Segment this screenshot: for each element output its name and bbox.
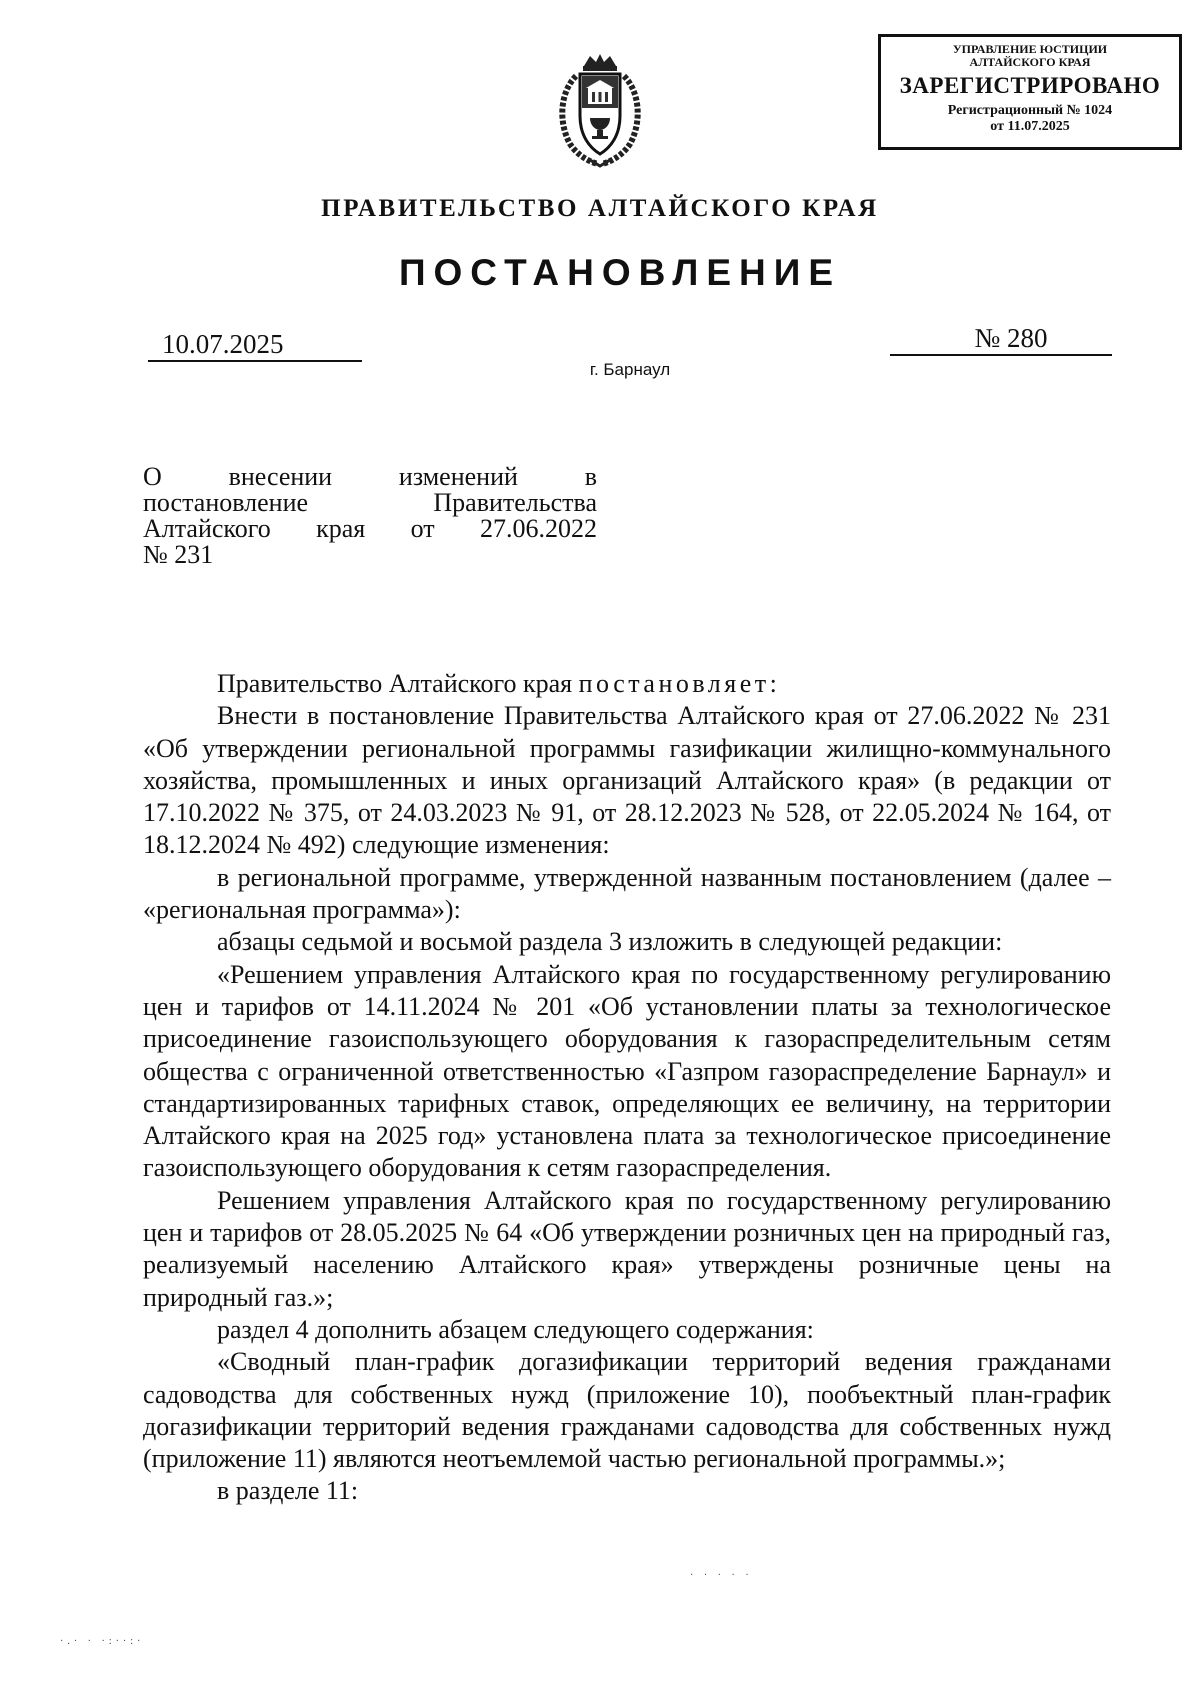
stamp-registered: ЗАРЕГИСТРИРОВАНО (899, 73, 1161, 99)
subject-line-4 (143, 542, 597, 568)
coat-of-arms-icon (554, 52, 646, 170)
subject-word: в (584, 462, 597, 491)
subject-line-1 (143, 464, 597, 490)
body-paragraph-3: в региональной программе, утвержденной названным постановлением (далее – «региональная программа»): (143, 862, 1111, 925)
subject-word: О (143, 462, 162, 491)
subject-word: края (316, 514, 366, 543)
stamp-org (881, 43, 1179, 69)
subject-word: Правительства (433, 488, 597, 517)
subject-word: от (410, 514, 435, 543)
stamp-org-line2: АЛТАЙСКОГО КРАЯ (969, 55, 1091, 70)
registration-stamp (878, 34, 1182, 150)
subject-line-2 (143, 490, 597, 516)
resolves-lead: Правительство Алтайского края (217, 669, 579, 698)
body-paragraph-9: в разделе 11: (217, 1476, 359, 1506)
subject-word: 27.06.2022 (479, 514, 597, 543)
subject-word: Алтайского (143, 514, 271, 543)
stamp-org-line1: УПРАВЛЕНИЕ ЮСТИЦИИ (952, 42, 1108, 56)
resolves-word: постановляет: (578, 669, 781, 698)
body-paragraph-7: раздел 4 дополнить абзацем следующего содержания: (217, 1314, 814, 1344)
document-city: г. Барнаул (589, 360, 671, 379)
body-paragraph-4: абзацы седьмой и восьмой раздела 3 изложить в следующей редакции: (217, 927, 1003, 957)
document-number: № 280 (890, 322, 1112, 356)
subject-line-3 (143, 516, 597, 542)
document-subject (143, 464, 597, 568)
body-paragraph-1 (143, 668, 1111, 700)
document-body (143, 668, 1111, 1508)
body-paragraph-2: Внести в постановление Правительства Алтайского края от 27.06.2022 № 231 «Об утверждении региональной программы газификации жилищно-коммунального хозяйства, промышленных и иных организаций Алтайского края» (в редакции от 17.10.2022 № 375, от 24.03.2023 № 91, от 28.12.2023 № 528, от 22.05.2024 № 164, от 18.12.2024 № 492) следующие изменения: (143, 701, 1111, 860)
document-type: ПОСТАНОВЛЕНИЕ (398, 252, 842, 293)
subject-word: постановление (143, 488, 309, 517)
scan-specks: · · · · · (690, 1570, 753, 1581)
subject-word: внесении (228, 462, 333, 491)
scan-specks: ·.· · ·:··:· (60, 1636, 145, 1647)
subject-word: № 231 (143, 540, 214, 569)
body-paragraph-8: «Сводный план-график догазификации территорий ведения гражданами садоводства для собственных нужд (приложение 10), пообъектный план-график догазификации территорий ведения гражданами садоводства для собственных нужд (приложение 11) являются неотъемлемой частью региональной программы.»; (143, 1347, 1111, 1474)
subject-word: изменений (398, 462, 518, 491)
stamp-reg-date: от 11.07.2025 (990, 119, 1070, 135)
body-paragraph-6: Решением управления Алтайского края по государственному регулированию цен и тарифов от 28.05.2025 № 64 «Об утверждении розничных цен на природный газ, реализуемый населению Алтайского края» утверждены розничные цены на природный газ.»; (143, 1185, 1111, 1312)
body-paragraph-5: «Решением управления Алтайского края по государственному регулированию цен и тарифов от 14.11.2024 № 201 «Об установлении платы за технологическое присоединение газоиспользующего оборудования к газораспределительным сетям общества с ограниченной ответственностью «Газпром газораспределение Барнаул» и стандартизированных тарифных ставок, определяющих ее величину, на территории Алтайского края на 2025 год» установлена плата за технологическое присоединение газоиспользующего оборудования к сетям газораспределения. (143, 959, 1111, 1183)
document-date: 10.07.2025 (148, 328, 362, 362)
government-name: ПРАВИТЕЛЬСТВО АЛТАЙСКОГО КРАЯ (321, 195, 879, 222)
stamp-reg-number: Регистрационный № 1024 (947, 102, 1113, 118)
